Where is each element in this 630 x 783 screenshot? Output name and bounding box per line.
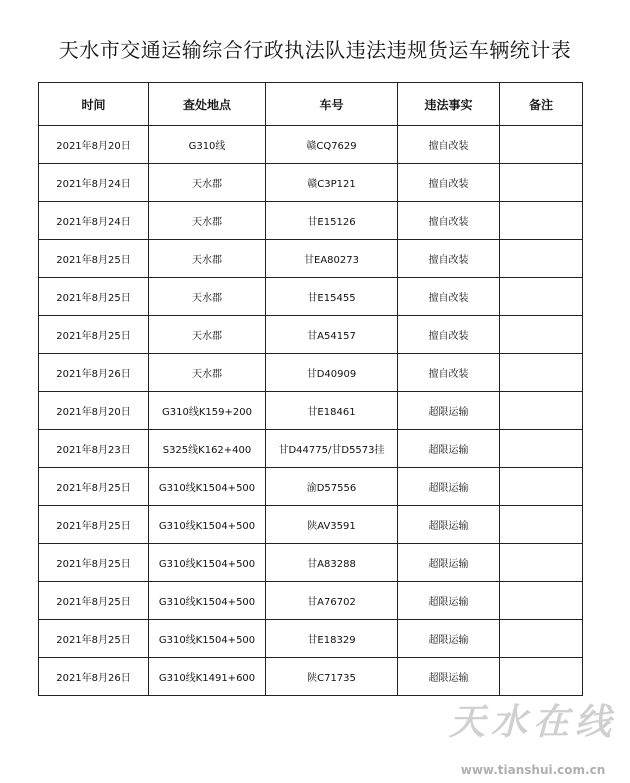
cell-date: 2021年8月25日 bbox=[39, 240, 149, 278]
cell-violation: 擅自改装 bbox=[398, 240, 500, 278]
watermark-logo: 天水在线 bbox=[448, 701, 617, 743]
cell-location: G310线K1504+500 bbox=[149, 506, 266, 544]
table-row bbox=[39, 506, 583, 544]
cell-plate: 甘E18461 bbox=[266, 392, 398, 430]
cell-plate: 甘A83288 bbox=[266, 544, 398, 582]
cell-location: S325线K162+400 bbox=[149, 430, 266, 468]
cell-date: 2021年8月25日 bbox=[39, 544, 149, 582]
cell-date: 2021年8月24日 bbox=[39, 202, 149, 240]
table-row bbox=[39, 164, 583, 202]
cell-plate: 甘D40909 bbox=[266, 354, 398, 392]
cell-date: 2021年8月25日 bbox=[39, 468, 149, 506]
cell-remarks bbox=[500, 126, 583, 164]
cell-date: 2021年8月26日 bbox=[39, 658, 149, 696]
table-row bbox=[39, 544, 583, 582]
header-plate: 车号 bbox=[266, 83, 398, 126]
cell-location: G310线K1504+500 bbox=[149, 544, 266, 582]
cell-violation: 超限运输 bbox=[398, 392, 500, 430]
table-row bbox=[39, 468, 583, 506]
table-row bbox=[39, 126, 583, 164]
cell-location: 天水郡 bbox=[149, 354, 266, 392]
cell-date: 2021年8月24日 bbox=[39, 164, 149, 202]
cell-location: 天水郡 bbox=[149, 240, 266, 278]
table-row bbox=[39, 582, 583, 620]
cell-violation: 超限运输 bbox=[398, 658, 500, 696]
cell-location: G310线K1491+600 bbox=[149, 658, 266, 696]
table-row bbox=[39, 240, 583, 278]
table-row bbox=[39, 316, 583, 354]
cell-violation: 擅自改装 bbox=[398, 354, 500, 392]
cell-date: 2021年8月25日 bbox=[39, 620, 149, 658]
cell-plate: 甘E18329 bbox=[266, 620, 398, 658]
cell-remarks bbox=[500, 430, 583, 468]
cell-remarks bbox=[500, 392, 583, 430]
watermark-url: www.tianshui.com.cn bbox=[460, 763, 606, 777]
cell-plate: 甘A54157 bbox=[266, 316, 398, 354]
cell-violation: 擅自改装 bbox=[398, 164, 500, 202]
cell-date: 2021年8月25日 bbox=[39, 582, 149, 620]
cell-location: 天水郡 bbox=[149, 202, 266, 240]
table-row bbox=[39, 354, 583, 392]
cell-date: 2021年8月26日 bbox=[39, 354, 149, 392]
cell-location: G310线K1504+500 bbox=[149, 468, 266, 506]
cell-plate: 赣C3P121 bbox=[266, 164, 398, 202]
cell-violation: 擅自改装 bbox=[398, 278, 500, 316]
cell-remarks bbox=[500, 164, 583, 202]
cell-plate: 陕AV3591 bbox=[266, 506, 398, 544]
cell-plate: 陕C71735 bbox=[266, 658, 398, 696]
cell-location: G310线K159+200 bbox=[149, 392, 266, 430]
cell-date: 2021年8月25日 bbox=[39, 316, 149, 354]
cell-violation: 超限运输 bbox=[398, 620, 500, 658]
cell-date: 2021年8月23日 bbox=[39, 430, 149, 468]
table-row bbox=[39, 202, 583, 240]
cell-location: 天水郡 bbox=[149, 316, 266, 354]
violation-table bbox=[38, 82, 583, 696]
cell-remarks bbox=[500, 278, 583, 316]
cell-plate: 甘D44775/甘D5573挂 bbox=[266, 430, 398, 468]
table-row bbox=[39, 278, 583, 316]
header-location: 查处地点 bbox=[149, 83, 266, 126]
cell-violation: 超限运输 bbox=[398, 582, 500, 620]
cell-remarks bbox=[500, 544, 583, 582]
cell-plate: 渝D57556 bbox=[266, 468, 398, 506]
cell-plate: 甘A76702 bbox=[266, 582, 398, 620]
cell-violation: 擅自改装 bbox=[398, 126, 500, 164]
cell-location: G310线K1504+500 bbox=[149, 620, 266, 658]
cell-violation: 擅自改装 bbox=[398, 316, 500, 354]
cell-remarks bbox=[500, 506, 583, 544]
header-remarks: 备注 bbox=[500, 83, 583, 126]
cell-violation: 超限运输 bbox=[398, 468, 500, 506]
cell-plate: 甘EA80273 bbox=[266, 240, 398, 278]
cell-plate: 赣CQ7629 bbox=[266, 126, 398, 164]
cell-date: 2021年8月20日 bbox=[39, 392, 149, 430]
cell-remarks bbox=[500, 316, 583, 354]
cell-remarks bbox=[500, 240, 583, 278]
cell-violation: 超限运输 bbox=[398, 506, 500, 544]
table-row bbox=[39, 430, 583, 468]
table-row bbox=[39, 392, 583, 430]
cell-remarks bbox=[500, 582, 583, 620]
cell-location: 天水郡 bbox=[149, 164, 266, 202]
header-time: 时间 bbox=[39, 83, 149, 126]
cell-remarks bbox=[500, 620, 583, 658]
cell-location: G310线K1504+500 bbox=[149, 582, 266, 620]
cell-violation: 擅自改装 bbox=[398, 202, 500, 240]
cell-location: G310线 bbox=[149, 126, 266, 164]
cell-remarks bbox=[500, 658, 583, 696]
cell-plate: 甘E15126 bbox=[266, 202, 398, 240]
cell-remarks bbox=[500, 202, 583, 240]
cell-date: 2021年8月25日 bbox=[39, 506, 149, 544]
cell-violation: 超限运输 bbox=[398, 430, 500, 468]
cell-plate: 甘E15455 bbox=[266, 278, 398, 316]
cell-remarks bbox=[500, 468, 583, 506]
cell-date: 2021年8月25日 bbox=[39, 278, 149, 316]
cell-remarks bbox=[500, 354, 583, 392]
table-row bbox=[39, 658, 583, 696]
table-row bbox=[39, 620, 583, 658]
cell-location: 天水郡 bbox=[149, 278, 266, 316]
site-watermark bbox=[438, 700, 628, 778]
header-violation: 违法事实 bbox=[398, 83, 500, 126]
table-header-row bbox=[39, 83, 583, 126]
document-title: 天水市交通运输综合行政执法队违法违规货运车辆统计表 bbox=[58, 38, 572, 62]
cell-date: 2021年8月20日 bbox=[39, 126, 149, 164]
cell-violation: 超限运输 bbox=[398, 544, 500, 582]
